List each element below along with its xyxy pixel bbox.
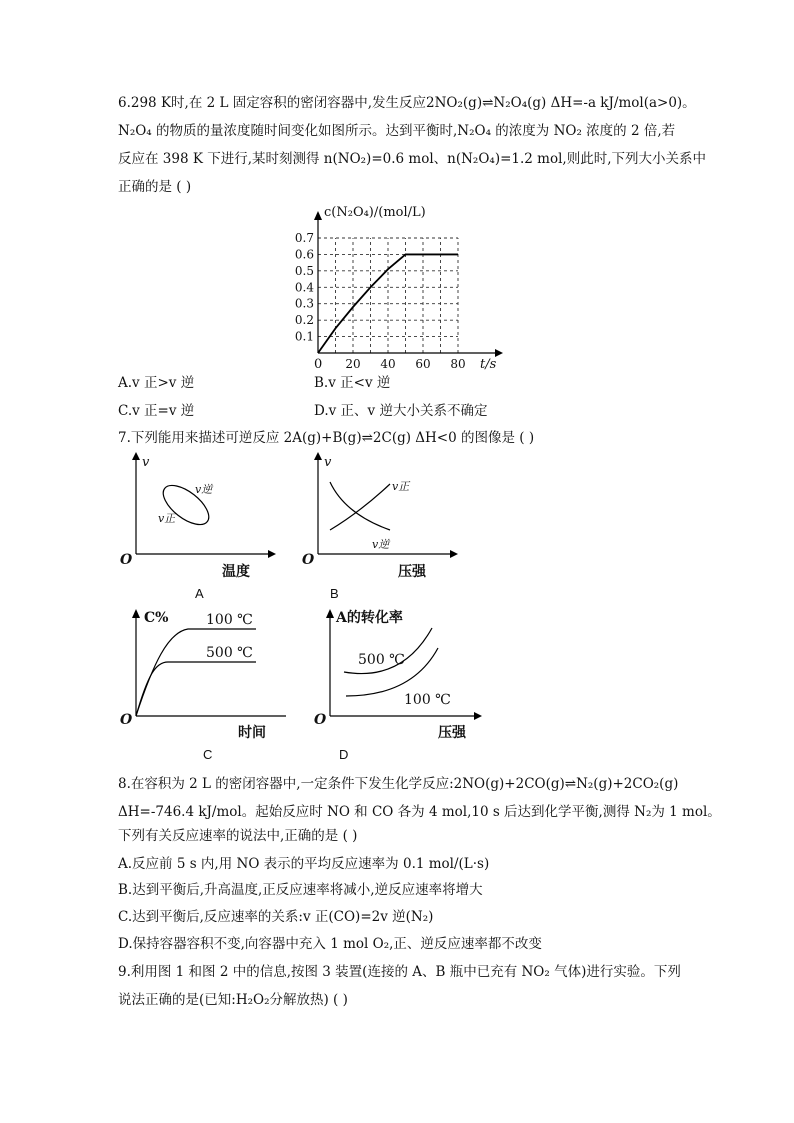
y-axis-arrow xyxy=(314,452,322,460)
q6-line-4: 正确的是 ( ) xyxy=(118,179,192,195)
x-tick-label: 60 xyxy=(415,357,431,371)
v-ni-curve xyxy=(330,482,390,530)
v-ni-label: v逆 xyxy=(372,538,390,551)
v-zheng-label: v正 xyxy=(158,512,176,525)
x-axis-label: 温度 xyxy=(222,564,250,580)
q6-line-1: 6.298 K时,在 2 L 固定容积的密闭容器中,发生反应2NO₂(g)⇌N₂O₄(g) ΔH=-a kJ/mol(a>0)。 xyxy=(118,95,696,111)
curve-100c-label: 100 ℃ xyxy=(206,612,253,628)
y-axis-label: v xyxy=(142,455,150,470)
q6-line-3: 反应在 398 K 下进行,某时刻测得 n(NO₂)=0.6 mol、n(N₂O₄)=1.2 mol,则此时,下列大小关系中 xyxy=(118,151,706,167)
x-tick-label: 20 xyxy=(345,357,361,371)
q8-option-c: C.达到平衡后,反应速率的关系:v 正(CO)=2v 逆(N₂) xyxy=(118,909,434,925)
y-axis-label: v xyxy=(324,455,332,470)
q8-option-a: A.反应前 5 s 内,用 NO 表示的平均反应速率为 0.1 mol/(L·s) xyxy=(118,856,490,872)
q7-caption-b: B xyxy=(330,586,339,601)
y-axis-arrow xyxy=(326,609,334,618)
y-tick-label: 0.3 xyxy=(294,296,314,311)
q6-option-a: A.v 正>v 逆 xyxy=(118,375,195,391)
x-axis-arrow xyxy=(495,349,503,357)
x-axis-arrow xyxy=(450,550,458,558)
y-axis-arrow xyxy=(132,609,140,618)
q7-caption-c: C xyxy=(203,747,213,762)
y-tick-label: 0.7 xyxy=(294,231,314,245)
x-tick-label: 40 xyxy=(380,357,396,371)
q7-caption-d: D xyxy=(339,747,349,762)
y-tick-label: 0.6 xyxy=(294,247,314,262)
curve-500c-label: 500 ℃ xyxy=(206,645,253,661)
q6-concentration-chart xyxy=(290,198,510,373)
q8-line-1: 8.在容积为 2 L 的密闭容器中,一定条件下发生化学反应:2NO(g)+2CO(g)⇌N₂(g)+2CO₂(g) xyxy=(118,776,679,792)
origin-label: 0 xyxy=(314,357,323,372)
x-axis-arrow xyxy=(474,712,482,720)
q7-figure-c xyxy=(118,604,298,744)
y-axis-label: C% xyxy=(144,610,169,626)
x-axis-arrow xyxy=(268,550,276,558)
x-axis-label: 压强 xyxy=(398,564,426,580)
v-zheng-label: v正 xyxy=(392,480,410,493)
x-axis-label: t/s xyxy=(480,357,497,372)
q8-line-3: 下列有关反应速率的说法中,正确的是 ( ) xyxy=(118,828,358,844)
q7-stem: 7.下列能用来描述可逆反应 2A(g)+B(g)⇌2C(g) ΔH<0 的图像是 ( ) xyxy=(118,430,535,446)
q7-figure-b xyxy=(300,452,460,582)
x-axis-label: 压强 xyxy=(438,725,466,741)
q9-line-1: 9.利用图 1 和图 2 中的信息,按图 3 装置(连接的 A、B 瓶中已充有 NO₂ 气体)进行实验。下列 xyxy=(118,964,681,980)
curve-100c xyxy=(136,629,256,716)
x-tick-label: 80 xyxy=(450,357,466,371)
q6-option-c: C.v 正=v 逆 xyxy=(118,403,195,419)
y-tick-label: 0.5 xyxy=(294,263,314,278)
q8-option-b: B.达到平衡后,升高温度,正反应速率将减小,逆反应速率将增大 xyxy=(118,882,483,898)
q7-figure-a xyxy=(118,452,278,582)
v-zheng-curve xyxy=(330,484,390,530)
origin-label: O xyxy=(302,552,315,568)
y-tick-label: 0.4 xyxy=(294,280,314,295)
q7-figure-d xyxy=(312,604,492,744)
q6-line-2: N₂O₄ 的物质的量浓度随时间变化如图所示。达到平衡时,N₂O₄ 的浓度为 NO₂ 浓度的 2 倍,若 xyxy=(118,123,676,139)
curve-100c-label: 100 ℃ xyxy=(404,692,451,708)
origin-label: O xyxy=(314,712,327,728)
v-ni-label: v逆 xyxy=(195,483,213,496)
q6-option-d: D.v 正、v 逆大小关系不确定 xyxy=(314,403,488,419)
q6-option-b: B.v 正<v 逆 xyxy=(314,375,391,391)
y-axis-label: c(N₂O₄)/(mol/L) xyxy=(324,205,426,220)
y-axis-arrow xyxy=(132,452,140,460)
q9-line-2: 说法正确的是(已知:H₂O₂分解放热) ( ) xyxy=(118,992,348,1008)
y-axis-label: A的转化率 xyxy=(336,610,403,626)
curve-500c-label: 500 ℃ xyxy=(358,652,405,668)
q7-caption-a: A xyxy=(195,586,204,601)
origin-label: O xyxy=(120,552,133,568)
x-axis-label: 时间 xyxy=(238,725,266,741)
y-tick-label: 0.2 xyxy=(294,313,314,328)
y-axis-arrow xyxy=(314,211,322,220)
q8-option-d: D.保持容器容积不变,向容器中充入 1 mol O₂,正、逆反应速率都不改变 xyxy=(118,936,542,952)
y-tick-label: 0.1 xyxy=(294,329,314,344)
curve-500c xyxy=(136,662,256,716)
q8-line-2: ΔH=-746.4 kJ/mol。起始反应时 NO 和 CO 各为 4 mol,10 s 后达到化学平衡,测得 N₂为 1 mol。 xyxy=(118,804,721,820)
origin-label: O xyxy=(120,712,133,728)
